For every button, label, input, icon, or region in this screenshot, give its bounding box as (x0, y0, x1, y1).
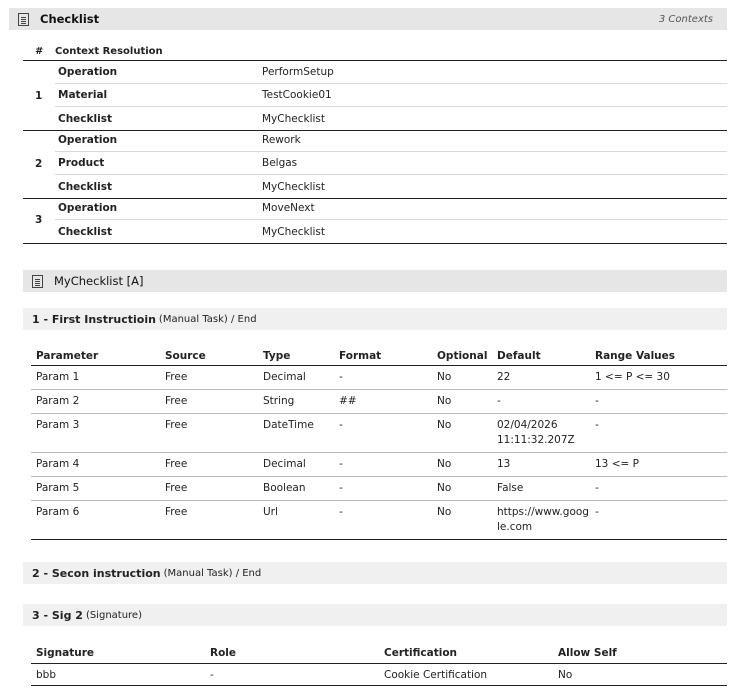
contexts-count: 3 Contexts (658, 13, 713, 25)
table-row (31, 501, 727, 540)
col-default: Default (497, 350, 541, 362)
param-optional: No (437, 482, 452, 494)
step-1-header (23, 308, 727, 330)
step-1-title: 1 - First Instructioin (32, 312, 156, 326)
context-key: Checklist (58, 112, 112, 125)
param-source: Free (165, 395, 188, 407)
context-row (55, 197, 727, 220)
param-default: 02/04/2026 11:11:32.207Z (497, 419, 575, 446)
context-number: 2 (35, 157, 43, 170)
document-icon (32, 275, 43, 288)
signature-name: bbb (36, 668, 56, 681)
context-value: MyChecklist (262, 225, 325, 238)
signature-allow-self: No (558, 668, 573, 681)
context-key: Checklist (58, 225, 112, 238)
param-name: Param 5 (36, 482, 80, 494)
context-key: Product (58, 157, 105, 169)
col-optional: Optional (437, 350, 488, 362)
param-default: False (497, 482, 524, 494)
context-value: Rework (262, 134, 301, 146)
col-number: # (35, 46, 44, 57)
param-optional: No (437, 419, 452, 431)
param-name: Param 2 (36, 395, 80, 407)
param-source: Free (165, 482, 188, 494)
param-range: - (595, 482, 599, 494)
parameters-header-row (31, 348, 727, 366)
param-source: Free (165, 419, 188, 431)
context-table-header (23, 43, 727, 61)
context-row (55, 61, 727, 84)
col-allow-self: Allow Self (558, 646, 617, 659)
param-format: - (339, 506, 343, 518)
param-default: https://www.google.com (497, 506, 589, 533)
param-default: 13 (497, 458, 511, 470)
table-row (31, 366, 727, 390)
signature-role: - (210, 668, 214, 681)
step-2-header (23, 562, 727, 584)
step-3-detail: (Signature) (85, 609, 142, 621)
param-type: DateTime (263, 419, 314, 431)
param-type: Url (263, 506, 278, 518)
context-row (55, 220, 727, 243)
context-key: Operation (58, 202, 118, 214)
param-source: Free (165, 458, 188, 470)
context-value: Belgas (262, 157, 298, 169)
col-type: Type (263, 350, 291, 362)
step-1-detail: (Manual Task) / End (158, 313, 257, 325)
param-format: - (339, 482, 343, 494)
param-source: Free (165, 371, 188, 383)
param-range: - (595, 395, 599, 407)
col-range-values: Range Values (595, 350, 676, 362)
param-name: Param 4 (36, 458, 80, 470)
context-group-1 (23, 61, 727, 131)
param-range: - (595, 419, 599, 431)
context-group-3 (23, 197, 727, 244)
table-row (31, 664, 727, 686)
step-3-title: 3 - Sig 2 (32, 608, 83, 622)
context-number: 3 (35, 214, 43, 226)
table-row (31, 390, 727, 414)
param-format: - (339, 419, 343, 431)
context-row (55, 107, 727, 130)
context-row (55, 152, 727, 175)
context-value: MoveNext (262, 202, 315, 214)
context-value: PerformSetup (262, 66, 334, 78)
signature-certification: Cookie Certification (384, 668, 488, 681)
param-source: Free (165, 506, 188, 518)
param-range: 13 <= P (595, 458, 639, 470)
context-row (55, 175, 727, 198)
col-context-resolution: Context Resolution (55, 46, 163, 57)
param-type: Decimal (263, 458, 306, 470)
param-name: Param 6 (36, 506, 80, 518)
context-number: 1 (35, 89, 43, 102)
mychecklist-title: MyChecklist [A] (54, 274, 144, 288)
table-row (31, 477, 727, 501)
param-default: 22 (497, 371, 511, 383)
context-row (55, 129, 727, 152)
param-range: - (595, 506, 599, 518)
param-default: - (497, 395, 501, 407)
param-format: - (339, 371, 343, 383)
signature-header-row (31, 642, 727, 664)
param-name: Param 3 (36, 419, 80, 431)
table-row (31, 453, 727, 477)
col-role: Role (210, 646, 237, 659)
param-type: Boolean (263, 482, 306, 494)
mychecklist-section-header (23, 270, 727, 292)
step-2-title: 2 - Secon instruction (32, 566, 161, 580)
context-value: TestCookie01 (262, 89, 332, 101)
col-parameter: Parameter (36, 350, 99, 362)
table-row (31, 414, 727, 453)
context-key: Operation (58, 134, 118, 146)
context-key: Operation (58, 66, 118, 78)
param-format: ## (339, 395, 357, 407)
param-optional: No (437, 458, 452, 470)
context-value: MyChecklist (262, 180, 325, 193)
col-format: Format (339, 350, 382, 362)
context-key: Material (58, 89, 108, 101)
checklist-title: Checklist (40, 12, 100, 26)
param-range: 1 <= P <= 30 (595, 371, 670, 383)
signature-table (31, 642, 727, 686)
context-row (55, 84, 727, 107)
col-certification: Certification (384, 646, 458, 659)
context-group-2 (23, 129, 727, 199)
step-3-header (23, 604, 727, 626)
context-key: Checklist (58, 180, 112, 193)
param-name: Param 1 (36, 371, 80, 383)
checklist-section-header (9, 8, 727, 30)
col-source: Source (165, 350, 206, 362)
param-optional: No (437, 506, 452, 518)
param-optional: No (437, 395, 452, 407)
param-type: String (263, 395, 295, 407)
document-icon (18, 13, 29, 26)
col-signature: Signature (36, 646, 95, 659)
parameters-table (31, 348, 727, 540)
context-value: MyChecklist (262, 112, 325, 125)
param-optional: No (437, 371, 452, 383)
param-format: - (339, 458, 343, 470)
param-type: Decimal (263, 371, 306, 383)
step-2-detail: (Manual Task) / End (163, 567, 262, 579)
